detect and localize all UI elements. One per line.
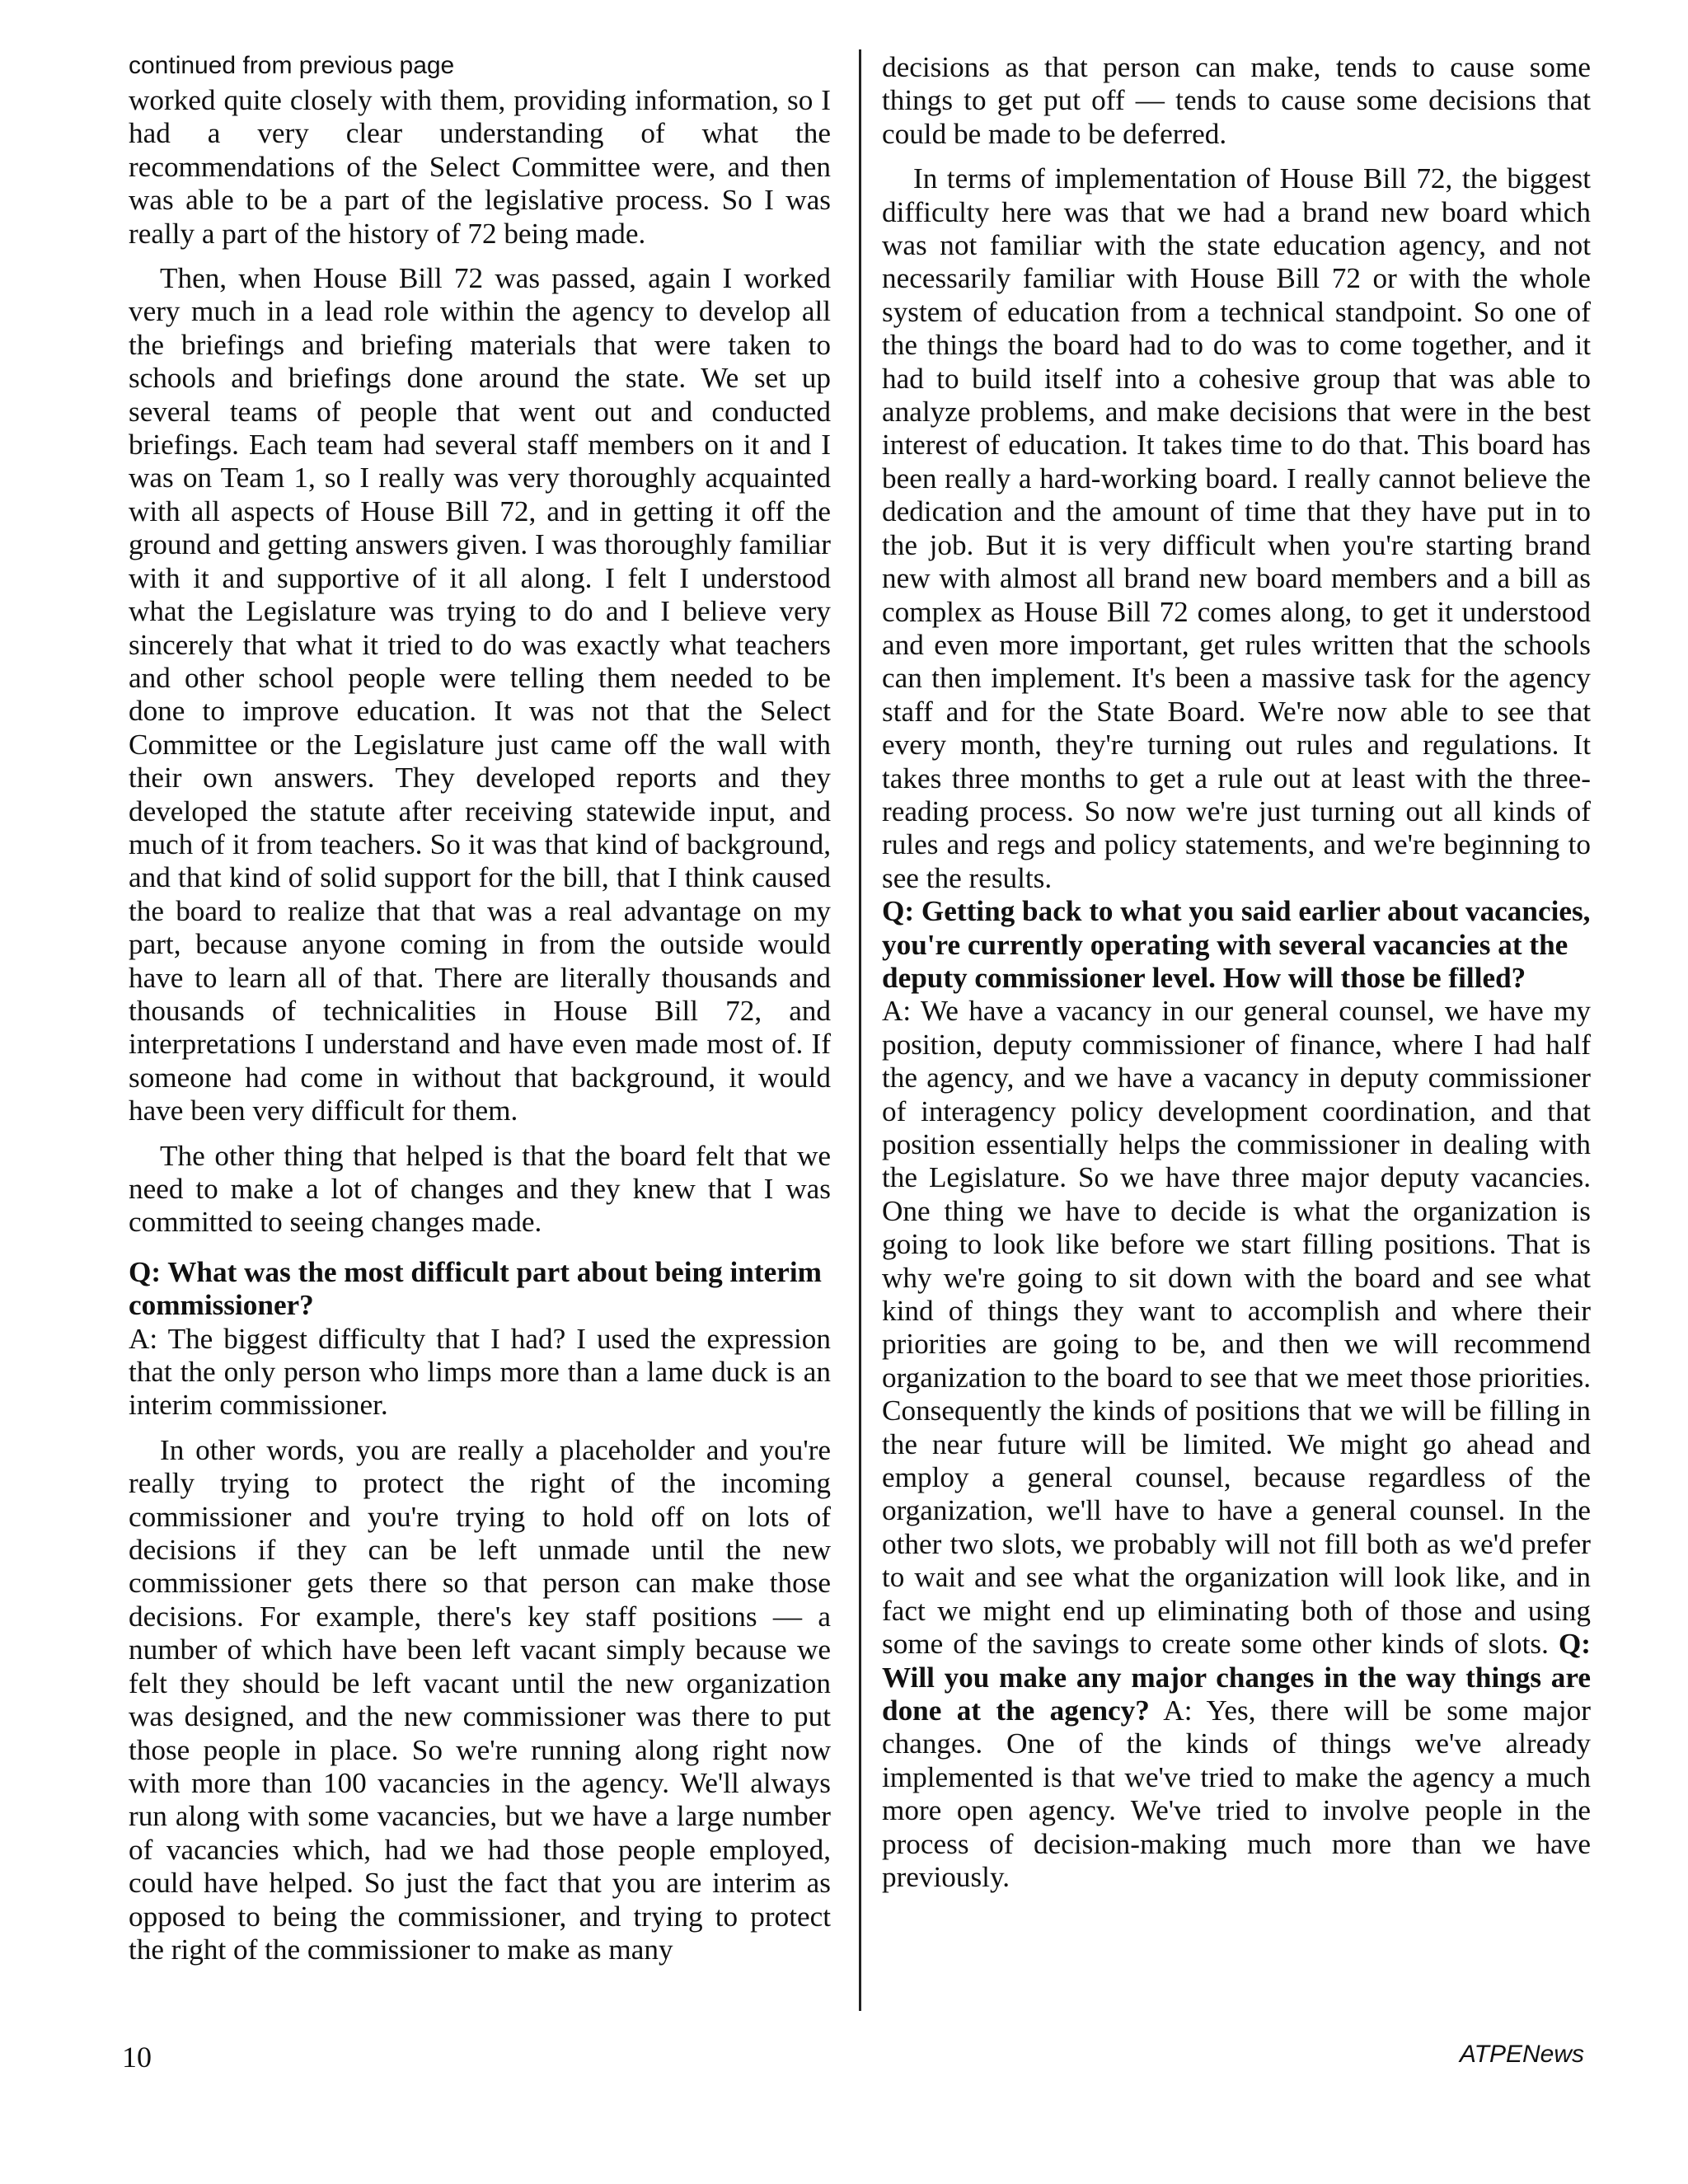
left-column — [129, 84, 831, 1966]
page-number: 10 — [122, 2041, 152, 2074]
question-heading: Q: What was the most difficult part about being interim commissioner? — [129, 1255, 822, 1322]
publication-name: ATPENews — [1459, 2041, 1584, 2068]
answer-text: A: We have a vacancy in our general counsel, we have my position, deputy commissioner of finance, where I had half the agency, and we have a vacancy in deputy commissioner of interagency policy development coordination, and that position essentially helps the commissioner in dealing with the Legislature. So we have three major deputy vacancies. One thing we have to decide is what the organization is going to look like before we start filling positions. That is why we're going to sit down with the board and see what kind of things they want to accomplish and where their priorities are going to be, and then we will recommend organization to the board to see that we meet those priorities. Consequently the kinds of positions that we will be filling in the near future will be limited. We might go ahead and employ a general counsel, because regardless of the organization, we'll have to have a general counsel. In the other two slots, we probably will not fill both as we'd prefer to wait and see what the organization will look like, and in fact we might end up eliminating both of those and using some of the savings to create some other kinds of slots. — [882, 995, 1591, 1661]
paragraph: In other words, you are really a placeholder and you're really trying to protect the right of the incoming commissioner and you're trying to hold off on lots of decisions if they can be left unmade until the new commissioner gets there so that person can make those decisions. For example, there's key staff positions — a number of which have been left vacant simply because we felt they should be left vacant until the new organization was designed, and the new commissioner was there to put those people in place. So we're running along right now with more than 100 vacancies in the agency. We'll always run along with some vacancies, but we have a large number of vacancies which, had we had those people employed, could have helped. So just the fact that you are interim as opposed to being the commissioner, and trying to protect the right of the commissioner to make as many — [129, 1433, 831, 1966]
right-column — [882, 51, 1591, 1894]
paragraph: The other thing that helped is that the board felt that we need to make a lot of changes and they knew that I was committed to seeing changes made. — [129, 1139, 831, 1239]
question-heading: Q: Getting back to what you said earlier about vacancies, you're currently operating with several vacancies at the deputy commissioner level. How will those be filled? — [882, 895, 1591, 994]
paragraph: decisions as that person can make, tends to cause some things to get put off — tends to cause some decisions that could be made to be deferred. — [882, 51, 1591, 150]
answer-text: A: Yes, there will be some major changes. One of the kinds of things we've already implemented is that we've tried to make the agency a much more open agency. We've tried to involve people in the process of decision-making much more than we have previously. — [882, 1694, 1592, 1893]
paragraph: Then, when House Bill 72 was passed, again I worked very much in a lead role within the agency to develop all the briefings and briefing materials that were taken to schools and briefings done around the state. We set up several teams of people that went out and conducted briefings. Each team had several staff members on it and I was on Team 1, so I really was very thoroughly acquainted with all aspects of House Bill 72, and in getting it off the ground and getting answers given. I was thoroughly familiar with it and supportive of it all along. I felt I understood what the Legislature was trying to do and I believe very sincerely that what it tried to do was exactly what teachers and other school people were telling them needed to be done to improve education. It was not that the Select Committee or the Legislature just came off the wall with their own answers. They developed reports and they developed the statute after receiving statewide input, and much of it from teachers. So it was that kind of background, and that kind of solid support for the bill, that I think caused the board to realize that that was a real advantage on my part, because anyone coming in from the outside would have to learn all of that. There are literally thousands and thousands of technicalities in House Bill 72, and interpretations I understand and have even made most of. If someone had come in without that background, it would have been very difficult for them. — [129, 262, 831, 1127]
answer-paragraph: A: The biggest difficulty that I had? I used the expression that the only person who limps more than a lame duck is an interim commissioner. — [129, 1322, 831, 1422]
paragraph: In terms of implementation of House Bill 72, the biggest difficulty here was that we had a brand new board which was not familiar with the state education agency, and not necessarily familiar with House Bill 72 or with the whole system of education from a technical standpoint. So one of the things the board had to do was to come together, and it had to build itself into a cohesive group that was able to analyze problems, and make decisions that were in the best interest of education. It takes time to do that. This board has been really a hard-working board. I really cannot believe the dedication and the amount of time that they have put in to the job. But it is very difficult when you're starting brand new with almost all brand new board members and a bill as complex as House Bill 72 comes along, to get it understood and even more important, get rules written that the schools can then implement. It's been a massive task for the agency staff and for the State Board. We're now able to see that every month, they're turning out rules and regulations. It takes three months to get a rule out at least with the three-reading process. So now we're just turning out all kinds of rules and regs and policy statements, and we're beginning to see the results. — [882, 162, 1591, 894]
answer-paragraph — [882, 995, 1591, 1894]
column-divider — [859, 49, 861, 2011]
paragraph: worked quite closely with them, providing information, so I had a very clear understanding of what the recommendations of the Select Committee were, and then was able to be a part of the legislative process. So I was really a part of the history of 72 being made. — [129, 84, 831, 250]
question-inline: Q: Will you make any major changes in the way things are done at the agency? — [882, 1628, 1591, 1727]
continued-notice: continued from previous page — [129, 52, 455, 79]
